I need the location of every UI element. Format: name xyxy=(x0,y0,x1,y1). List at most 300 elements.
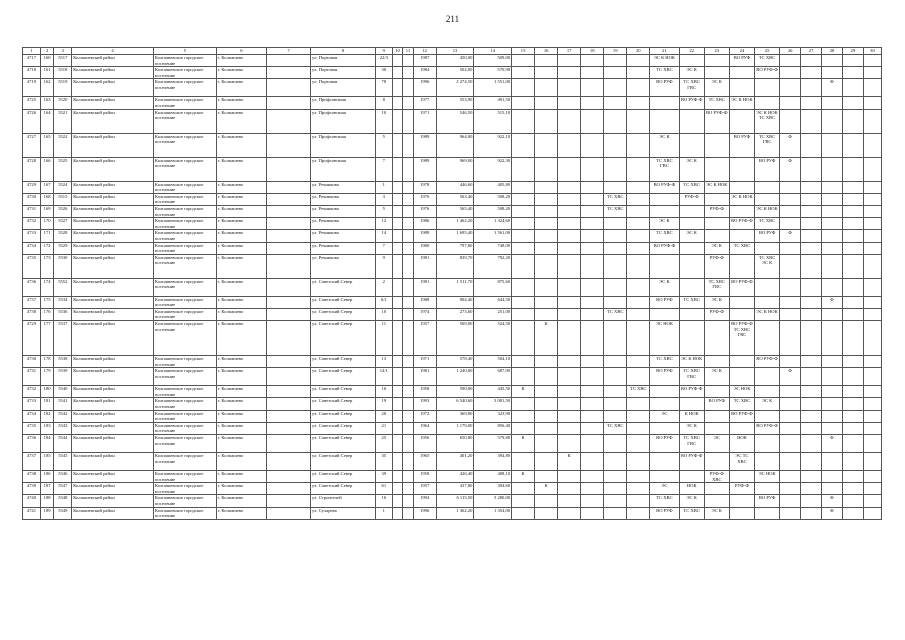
table-cell xyxy=(604,254,627,278)
table-cell xyxy=(512,321,535,356)
table-cell xyxy=(780,254,801,278)
table-cell xyxy=(558,495,581,507)
table-cell: 4738 xyxy=(23,308,41,320)
table-cell xyxy=(558,321,581,356)
table-cell: 5536 xyxy=(54,308,72,320)
table-cell: 1977 xyxy=(413,97,436,109)
table-cell xyxy=(801,435,822,453)
table-cell xyxy=(650,109,679,133)
table-cell: Колпашевское городское поселение xyxy=(153,410,216,422)
table-cell: 515,10 xyxy=(474,109,512,133)
table-cell xyxy=(863,308,881,320)
table-cell xyxy=(755,435,780,453)
table-cell xyxy=(679,55,704,67)
table-cell: Колпашевское городское поселение xyxy=(153,218,216,230)
table-cell: ЭС К НОК xyxy=(755,205,780,217)
table-cell: ТС ХВС ГВС xyxy=(704,278,729,296)
table-cell: г. Колпашево xyxy=(216,97,266,109)
table-cell xyxy=(512,308,535,320)
table-cell: ВО РУФ-Ф xyxy=(755,422,780,434)
table-cell: 1978 xyxy=(413,181,436,193)
table-cell: 508,20 xyxy=(474,193,512,205)
table-cell xyxy=(780,410,801,422)
table-cell xyxy=(780,435,801,453)
table-cell xyxy=(801,386,822,398)
table-cell: 445,50 xyxy=(474,386,512,398)
table-cell: К xyxy=(535,483,558,495)
table-cell xyxy=(604,453,627,471)
table-cell xyxy=(863,67,881,79)
table-cell: ул. Советский Север xyxy=(311,453,376,471)
table-cell: ВО РУФ-Ф xyxy=(679,386,704,398)
table-cell: Колпашевское городское поселение xyxy=(153,242,216,254)
table-cell: 4717 xyxy=(23,55,41,67)
table-cell: ЭС К xyxy=(679,422,704,434)
table-cell xyxy=(267,67,311,79)
column-number: 15 xyxy=(512,48,535,55)
table-cell: 1981 xyxy=(413,278,436,296)
table-cell xyxy=(627,422,650,434)
table-cell xyxy=(863,398,881,410)
table-cell: 553,90 xyxy=(436,97,474,109)
table-cell: 5520 xyxy=(54,97,72,109)
table-cell xyxy=(267,368,311,386)
table-cell: 4733 xyxy=(23,398,41,410)
column-number: 14 xyxy=(474,48,512,55)
table-cell xyxy=(604,386,627,398)
table-cell xyxy=(729,67,754,79)
table-cell xyxy=(627,218,650,230)
table-cell: г. Колпашево xyxy=(216,386,266,398)
table-cell xyxy=(267,321,311,356)
table-cell xyxy=(842,67,863,79)
table-cell: 1988 xyxy=(413,296,436,308)
table-cell: 5518 xyxy=(54,67,72,79)
table-cell xyxy=(558,254,581,278)
table-cell xyxy=(512,230,535,242)
table-cell: ул. Советский Север xyxy=(311,398,376,410)
table-cell: 169 xyxy=(40,205,54,217)
table-cell: Ф xyxy=(822,79,843,97)
table-cell: 5 xyxy=(375,205,392,217)
table-cell xyxy=(558,483,581,495)
table-cell: 323,90 xyxy=(474,410,512,422)
table-cell: ВО РУФ xyxy=(755,157,780,181)
table-cell xyxy=(801,296,822,308)
table-cell xyxy=(392,471,402,483)
table-row xyxy=(23,230,882,242)
table-row xyxy=(23,181,882,193)
table-cell: 5543 xyxy=(54,422,72,434)
table-cell: 4732 xyxy=(23,218,41,230)
table-cell xyxy=(403,495,413,507)
table-cell: Колпашевское городское поселение xyxy=(153,67,216,79)
column-number: 28 xyxy=(822,48,843,55)
table-cell: ЭС К xyxy=(679,495,704,507)
table-cell: 964,00 xyxy=(436,133,474,157)
table-cell: Колпашевский район xyxy=(72,435,154,453)
table-cell: 1 551,00 xyxy=(474,79,512,97)
table-cell xyxy=(863,55,881,67)
table-cell xyxy=(581,157,604,181)
page-number: 211 xyxy=(445,14,460,24)
table-cell: 16 xyxy=(375,386,392,398)
table-cell: г. Колпашево xyxy=(216,218,266,230)
table-cell: 1981 xyxy=(413,368,436,386)
table-cell xyxy=(842,109,863,133)
table-cell xyxy=(780,398,801,410)
table-cell xyxy=(512,410,535,422)
table-cell xyxy=(604,495,627,507)
table-cell: ВО РУФ-Ф xyxy=(755,67,780,79)
table-cell xyxy=(512,483,535,495)
table-cell xyxy=(558,410,581,422)
table-cell xyxy=(604,398,627,410)
table-cell xyxy=(755,296,780,308)
table-cell xyxy=(801,422,822,434)
table-cell xyxy=(863,386,881,398)
table-cell xyxy=(780,296,801,308)
table-cell xyxy=(403,278,413,296)
table-cell xyxy=(581,495,604,507)
table-cell: ВО РУФ-Ф xyxy=(650,181,679,193)
table-cell xyxy=(558,79,581,97)
table-cell: 437,80 xyxy=(436,483,474,495)
table-cell: ул. Речникова xyxy=(311,254,376,278)
table-cell xyxy=(267,483,311,495)
table-cell xyxy=(801,471,822,483)
table-cell: ТС ХВС xyxy=(604,193,627,205)
table-cell: 25 xyxy=(375,435,392,453)
table-cell xyxy=(403,308,413,320)
table-cell: 408,10 xyxy=(474,471,512,483)
table-cell: 4729 xyxy=(23,321,41,356)
table-cell: 174 xyxy=(40,278,54,296)
table-cell: 11 xyxy=(375,321,392,356)
table-cell: ЭС К xyxy=(650,133,679,157)
table-cell xyxy=(704,356,729,368)
table-cell: ВО РУФ xyxy=(650,435,679,453)
table-row xyxy=(23,67,882,79)
table-cell xyxy=(558,308,581,320)
table-cell xyxy=(392,422,402,434)
table-cell xyxy=(392,495,402,507)
column-number: 24 xyxy=(729,48,754,55)
table-cell xyxy=(801,79,822,97)
table-cell xyxy=(627,398,650,410)
table-cell: ЭС К xyxy=(650,278,679,296)
table-cell: Колпашевское городское поселение xyxy=(153,55,216,67)
table-cell: 13 xyxy=(375,356,392,368)
table-cell: г. Колпашево xyxy=(216,410,266,422)
table-cell: 162 xyxy=(40,79,54,97)
table-cell: ЭС К НОК xyxy=(650,55,679,67)
table-cell: 508,20 xyxy=(474,205,512,217)
table-cell xyxy=(801,218,822,230)
table-cell: 178 xyxy=(40,356,54,368)
table-cell xyxy=(704,386,729,398)
table-cell: Колпашевский район xyxy=(72,218,154,230)
table-cell: ТС ХВС xyxy=(650,495,679,507)
table-cell: Колпашевский район xyxy=(72,308,154,320)
table-cell: 186 xyxy=(40,471,54,483)
table-cell: 10 xyxy=(375,109,392,133)
table-cell: Ф xyxy=(822,435,843,453)
table-cell xyxy=(842,435,863,453)
column-number: 18 xyxy=(581,48,604,55)
table-cell: ВО РУФ xyxy=(650,79,679,97)
table-cell xyxy=(704,133,729,157)
column-number: 2 xyxy=(40,48,54,55)
table-cell: ул. Портовая xyxy=(311,55,376,67)
table-cell xyxy=(704,157,729,181)
column-number: 13 xyxy=(436,48,474,55)
table-cell: ТС ХВС xyxy=(604,422,627,434)
table-cell: ВО РУФ xyxy=(704,398,729,410)
table-cell xyxy=(729,308,754,320)
table-cell xyxy=(822,321,843,356)
table-cell: ВО РУФ-Ф xyxy=(679,97,704,109)
table-cell xyxy=(535,368,558,386)
table-cell: Колпашевский район xyxy=(72,133,154,157)
table-cell: Колпашевское городское поселение xyxy=(153,296,216,308)
table-cell xyxy=(704,453,729,471)
table-cell xyxy=(801,254,822,278)
table-cell: 565,40 xyxy=(436,205,474,217)
table-cell xyxy=(650,422,679,434)
table-row xyxy=(23,356,882,368)
table-cell xyxy=(267,109,311,133)
table-cell: ВО РУФ xyxy=(729,133,754,157)
table-cell xyxy=(535,133,558,157)
table-cell xyxy=(863,181,881,193)
table-cell: 1 561,00 xyxy=(474,230,512,242)
table-cell xyxy=(581,205,604,217)
table-cell: Колпашевское городское поселение xyxy=(153,133,216,157)
table-cell xyxy=(627,97,650,109)
table-cell xyxy=(581,79,604,97)
table-cell xyxy=(704,321,729,356)
column-number: 9 xyxy=(375,48,392,55)
table-cell: 1986 xyxy=(413,218,436,230)
table-cell xyxy=(267,254,311,278)
table-cell xyxy=(842,193,863,205)
table-cell xyxy=(604,471,627,483)
table-cell xyxy=(267,296,311,308)
table-cell xyxy=(403,398,413,410)
column-number: 22 xyxy=(679,48,704,55)
table-cell xyxy=(512,422,535,434)
table-cell xyxy=(512,109,535,133)
table-cell xyxy=(822,181,843,193)
table-cell: К xyxy=(512,435,535,453)
table-cell xyxy=(535,422,558,434)
table-cell: 2 xyxy=(375,278,392,296)
table-cell xyxy=(403,356,413,368)
table-cell xyxy=(512,398,535,410)
table-cell: 5515 xyxy=(54,193,72,205)
table-cell xyxy=(780,278,801,296)
table-cell: 446,60 xyxy=(436,181,474,193)
table-cell xyxy=(392,356,402,368)
table-cell: 1958 xyxy=(413,471,436,483)
table-cell xyxy=(558,278,581,296)
table-cell xyxy=(729,495,754,507)
table-cell: ТС ХВС ГВС xyxy=(650,157,679,181)
table-cell: 922,30 xyxy=(474,157,512,181)
table-cell xyxy=(842,97,863,109)
table-cell: 20 xyxy=(375,410,392,422)
table-cell xyxy=(842,55,863,67)
table-row xyxy=(23,435,882,453)
table-cell: ТС ХВС ГВС xyxy=(679,368,704,386)
table-cell xyxy=(822,242,843,254)
table-cell: Колпашевский район xyxy=(72,193,154,205)
table-cell xyxy=(842,181,863,193)
table-cell xyxy=(801,67,822,79)
table-cell xyxy=(842,398,863,410)
column-number: 29 xyxy=(842,48,863,55)
table-cell xyxy=(801,483,822,495)
table-cell: 5526 xyxy=(54,205,72,217)
table-cell xyxy=(535,254,558,278)
table-cell xyxy=(403,109,413,133)
table-cell xyxy=(581,386,604,398)
table-cell xyxy=(581,471,604,483)
table-cell: 176 xyxy=(40,308,54,320)
table-cell: Колпашевский район xyxy=(72,368,154,386)
table-cell: ул. Советский Север xyxy=(311,471,376,483)
table-cell: 5517 xyxy=(54,55,72,67)
table-cell xyxy=(780,495,801,507)
table-cell xyxy=(392,278,402,296)
table-cell xyxy=(755,193,780,205)
table-cell xyxy=(822,133,843,157)
column-number: 12 xyxy=(413,48,436,55)
table-row xyxy=(23,254,882,278)
table-cell: ТС ХВС xyxy=(627,386,650,398)
table-cell: 1964 xyxy=(413,422,436,434)
table-cell xyxy=(780,97,801,109)
table-cell: К НОК xyxy=(679,410,704,422)
table-cell xyxy=(627,321,650,356)
table-cell xyxy=(650,398,679,410)
table-cell xyxy=(755,278,780,296)
table-cell: 4741 xyxy=(23,507,41,519)
table-cell: ВО РУФ-Ф ТС ХВС ГВС xyxy=(729,321,754,356)
table-cell xyxy=(267,435,311,453)
table-cell xyxy=(392,193,402,205)
column-number: 5 xyxy=(153,48,216,55)
table-cell: 1 324,60 xyxy=(474,218,512,230)
table-cell: 21 xyxy=(375,422,392,434)
column-number: 26 xyxy=(780,48,801,55)
table-cell xyxy=(535,398,558,410)
table-cell xyxy=(604,296,627,308)
table-cell: Колпашевский район xyxy=(72,278,154,296)
table-cell: г. Колпашево xyxy=(216,278,266,296)
table-cell: ВО РУФ-Ф xyxy=(704,109,729,133)
table-cell: 904,40 xyxy=(436,296,474,308)
table-cell xyxy=(822,230,843,242)
table-cell xyxy=(392,109,402,133)
table-row xyxy=(23,296,882,308)
table-cell: 5538 xyxy=(54,356,72,368)
table-cell: ул. Советский Север xyxy=(311,321,376,356)
column-number: 10 xyxy=(392,48,402,55)
table-cell xyxy=(780,193,801,205)
table-row xyxy=(23,453,882,471)
table-cell: 4726 xyxy=(23,109,41,133)
table-cell xyxy=(581,483,604,495)
table-cell: 161 xyxy=(40,67,54,79)
column-number: 20 xyxy=(627,48,650,55)
table-cell: ЭС xyxy=(650,483,679,495)
table-cell xyxy=(403,321,413,356)
table-cell xyxy=(801,368,822,386)
table-cell xyxy=(822,422,843,434)
table-cell xyxy=(403,79,413,97)
table-cell xyxy=(604,109,627,133)
table-cell: ТС ХВС xyxy=(729,242,754,254)
table-cell xyxy=(604,507,627,519)
table-cell xyxy=(267,507,311,519)
table-cell xyxy=(780,67,801,79)
table-cell xyxy=(267,422,311,434)
table-cell: Колпашевский район xyxy=(72,230,154,242)
table-cell: РУФ-Ф xyxy=(704,254,729,278)
table-cell: г. Колпашево xyxy=(216,67,266,79)
table-cell xyxy=(627,181,650,193)
table-cell xyxy=(627,410,650,422)
table-cell: 168 xyxy=(40,193,54,205)
table-cell: 1 xyxy=(375,507,392,519)
table-cell: ВО РУФ xyxy=(650,368,679,386)
table-cell: 273,60 xyxy=(436,308,474,320)
table-cell xyxy=(392,321,402,356)
table-cell: Колпашевский район xyxy=(72,410,154,422)
table-cell: 969,00 xyxy=(436,157,474,181)
table-cell xyxy=(780,181,801,193)
table-cell xyxy=(863,368,881,386)
table-cell: 1 462,20 xyxy=(436,218,474,230)
table-cell: 35 xyxy=(375,453,392,471)
table-row xyxy=(23,242,882,254)
table-cell: Колпашевский район xyxy=(72,422,154,434)
table-cell: Колпашевское городское поселение xyxy=(153,230,216,242)
table-cell xyxy=(604,67,627,79)
table-cell xyxy=(842,296,863,308)
table-cell xyxy=(780,483,801,495)
table-cell xyxy=(581,55,604,67)
table-cell xyxy=(558,386,581,398)
table-cell xyxy=(755,483,780,495)
table-cell: 166 xyxy=(40,157,54,181)
table-cell: ЭС НОК xyxy=(755,471,780,483)
table-cell: Колпашевское городское поселение xyxy=(153,386,216,398)
table-cell xyxy=(558,435,581,453)
table-cell: ул. Советский Север xyxy=(311,296,376,308)
table-cell: 369,80 xyxy=(436,410,474,422)
table-cell xyxy=(581,356,604,368)
table-cell: 4734 xyxy=(23,410,41,422)
table-cell: Колпашевское городское поселение xyxy=(153,435,216,453)
table-cell: г. Колпашево xyxy=(216,495,266,507)
table-cell xyxy=(535,193,558,205)
table-cell xyxy=(863,471,881,483)
table-cell xyxy=(780,471,801,483)
table-cell: Колпашевский район xyxy=(72,254,154,278)
